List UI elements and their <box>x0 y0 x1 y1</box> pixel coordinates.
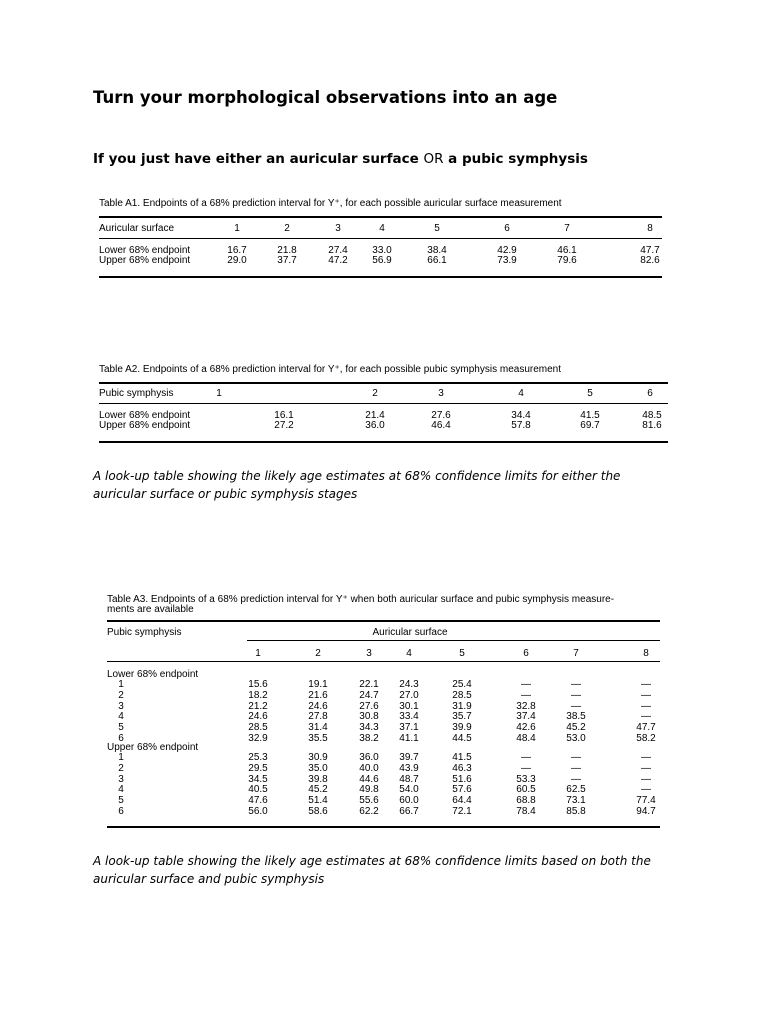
table-a3-lower-value: — <box>571 700 581 712</box>
table-a3-lower-value: 21.2 <box>248 700 268 712</box>
table-a3-header-rule <box>107 661 660 662</box>
table-a3-row-label: 6 <box>118 806 124 817</box>
table-a3-lower-value: 35.5 <box>308 733 328 744</box>
table-a2-lower-value: 16.1 <box>274 410 294 421</box>
table-a3-upper-value: 56.0 <box>248 806 268 817</box>
table-a3-row-label: 2 <box>118 762 124 774</box>
table-a3-upper-value: 55.6 <box>359 795 379 807</box>
table-a3-column-header: 3 <box>366 648 372 659</box>
table-a1-upper-value: 56.9 <box>372 255 392 266</box>
table-a3-group-header: Auricular surface <box>372 627 448 638</box>
caption-both: A look-up table showing the likely age estimates at 68% confidence limits based on both the auricular surface and pubic symphysis <box>93 854 651 886</box>
table-a3-upper-value: 47.6 <box>248 795 268 807</box>
table-a3-lower-value: 39.9 <box>452 722 472 734</box>
table-a3-row-label: 5 <box>118 795 124 807</box>
table-a2-header-rule <box>99 403 668 404</box>
subheading-part2: a pubic symphysis <box>443 151 588 167</box>
table-a3-upper-label: Upper 68% endpoint <box>107 742 199 753</box>
table-a3-upper-value: 53.3 <box>516 773 536 785</box>
table-a3-lower-value: 41.1 <box>399 733 419 744</box>
table-a3-lower-value: — <box>521 679 531 690</box>
table-a3-lower-value: 27.8 <box>308 711 328 723</box>
table-a3-upper-value: 25.3 <box>248 752 268 763</box>
table-a3-upper-value: 62.5 <box>566 784 586 796</box>
table-a1-upper-value: 47.2 <box>328 255 348 266</box>
table-a3-lower-value: 44.5 <box>452 733 472 744</box>
table-a2-lower-value: 41.5 <box>580 410 600 421</box>
table-a1-lower-value: 27.4 <box>328 245 348 256</box>
table-a3-upper-value: 94.7 <box>636 806 656 817</box>
table-a1-upper-value: 66.1 <box>427 255 447 266</box>
table-a3-group-rule <box>247 640 660 641</box>
table-a1-top-rule <box>99 216 662 218</box>
table-a1-column-header: 5 <box>434 223 440 234</box>
table-a3-upper-value: — <box>641 773 651 785</box>
caption-either: A look-up table showing the likely age estimates at 68% confidence limits for either the auricular surface or pubic symphysis stages <box>93 469 621 501</box>
table-a3-column-header: 2 <box>315 648 321 659</box>
table-a2-top-rule <box>99 382 668 384</box>
table-a3-lower-value: 38.5 <box>566 711 586 723</box>
table-a3-lower-value: 24.7 <box>359 689 379 701</box>
table-a3-upper-value: 46.3 <box>452 762 472 774</box>
table-a2-caption: Table A2. Endpoints of a 68% prediction interval for Y⁺, for each possible pubic symphysis measurement <box>99 364 562 375</box>
table-a3-upper-value: 62.2 <box>359 806 379 817</box>
table-a3-upper-value: 54.0 <box>399 784 419 796</box>
table-a1 <box>99 199 662 279</box>
table-a3-row-label: 4 <box>118 784 124 796</box>
table-a3-lower-value: 21.6 <box>308 689 328 701</box>
table-a1-column-header: 8 <box>647 223 653 234</box>
table-a1-column-header: 1 <box>234 223 240 234</box>
table-a3-row-label: 1 <box>118 679 124 690</box>
table-a2-column-header: 6 <box>647 388 653 399</box>
table-a2 <box>99 365 668 445</box>
table-a1-upper-label: Upper 68% endpoint <box>99 255 191 266</box>
table-a3-lower-value: 31.9 <box>452 700 472 712</box>
table-a2-lower-value: 21.4 <box>365 410 385 421</box>
table-a3-lower-value: 18.2 <box>248 689 268 701</box>
table-a3-upper-value: 34.5 <box>248 773 268 785</box>
table-a2-row-header: Pubic symphysis <box>99 388 174 399</box>
table-a2-upper-value: 36.0 <box>365 420 385 431</box>
table-a3-lower-value: — <box>571 679 581 690</box>
table-a3 <box>107 595 660 835</box>
table-a3-lower-label: Lower 68% endpoint <box>107 669 199 680</box>
section-subheading <box>93 151 588 167</box>
table-a3-upper-value: 68.8 <box>516 795 536 807</box>
table-a3-upper-value: — <box>571 773 581 785</box>
table-a3-upper-value: 60.0 <box>399 795 419 807</box>
table-a2-lower-label: Lower 68% endpoint <box>99 410 191 421</box>
table-a3-lower-value: 32.9 <box>248 733 268 744</box>
table-a3-row-label: 3 <box>118 773 124 785</box>
subheading-part1: If you just have either an auricular surface <box>93 151 424 167</box>
table-a3-lower-value: 38.2 <box>359 733 379 744</box>
table-a1-row-header: Auricular surface <box>99 223 175 234</box>
table-a3-lower-value: 47.7 <box>636 722 656 734</box>
table-a3-upper-value: — <box>521 762 531 774</box>
page-heading: Turn your morphological observations into an age <box>93 88 558 107</box>
table-a1-lower-value: 42.9 <box>497 245 517 256</box>
table-a3-upper-value: 39.8 <box>308 773 328 785</box>
table-a1-header-rule <box>99 238 662 239</box>
table-a3-upper-value: 44.6 <box>359 773 379 785</box>
table-a3-lower-value: — <box>641 689 651 701</box>
table-a2-upper-label: Upper 68% endpoint <box>99 420 191 431</box>
table-a3-lower-value: 31.4 <box>308 722 328 734</box>
table-a3-upper-value: 29.5 <box>248 762 268 774</box>
table-a2-lower-value: 27.6 <box>431 410 451 421</box>
table-a3-row-label: 6 <box>118 733 124 744</box>
table-a3-upper-value: 30.9 <box>308 752 328 763</box>
table-a3-lower-value: 35.7 <box>452 711 472 723</box>
table-a2-bottom-rule <box>99 441 668 443</box>
table-a2-lower-value: 34.4 <box>511 410 531 421</box>
table-a3-row-label: 3 <box>118 700 124 712</box>
table-a1-upper-value: 29.0 <box>227 255 247 266</box>
table-a3-column-header: 8 <box>643 648 649 659</box>
table-a3-lower-value: — <box>641 700 651 712</box>
table-a3-upper-value: 48.7 <box>399 773 419 785</box>
table-a3-upper-value: — <box>641 752 651 763</box>
table-a2-upper-value: 46.4 <box>431 420 451 431</box>
table-a3-caption-line2: ments are available <box>107 604 194 615</box>
table-a3-upper-value: — <box>641 784 651 796</box>
table-a3-lower-value: — <box>571 689 581 701</box>
table-a3-upper-value: 51.6 <box>452 773 472 785</box>
table-a3-row-label: 4 <box>118 711 124 723</box>
table-a3-lower-value: 45.2 <box>566 722 586 734</box>
table-a1-lower-value: 47.7 <box>640 245 660 256</box>
table-a3-lower-value: 28.5 <box>248 722 268 734</box>
table-a3-upper-value: 58.6 <box>308 806 328 817</box>
table-a3-lower-value: 32.8 <box>516 700 536 712</box>
table-a3-upper-value: 40.5 <box>248 784 268 796</box>
table-a3-lower-value: — <box>641 679 651 690</box>
table-a3-lower-value: 28.5 <box>452 689 472 701</box>
table-a3-lower-value: 30.8 <box>359 711 379 723</box>
table-a1-upper-value: 82.6 <box>640 255 660 266</box>
table-a3-column-header: 4 <box>406 648 412 659</box>
table-a1-column-header: 2 <box>284 223 290 234</box>
table-a3-column-header: 1 <box>255 648 261 659</box>
table-a3-lower-value: 24.3 <box>399 679 419 690</box>
table-a3-upper-value: 66.7 <box>399 806 419 817</box>
table-a3-lower-value: 33.4 <box>399 711 419 723</box>
table-a1-lower-value: 33.0 <box>372 245 392 256</box>
table-a2-column-header: 3 <box>438 388 444 399</box>
table-a1-upper-value: 79.6 <box>557 255 577 266</box>
table-a1-upper-value: 73.9 <box>497 255 517 266</box>
table-a3-upper-value: 40.0 <box>359 762 379 774</box>
table-a3-upper-value: 41.5 <box>452 752 472 763</box>
table-a1-column-header: 7 <box>564 223 570 234</box>
table-a3-upper-value: 49.8 <box>359 784 379 796</box>
table-a3-row-label: 1 <box>118 752 124 763</box>
table-a3-lower-value: 15.6 <box>248 679 268 690</box>
table-a3-row-label: 2 <box>118 689 124 701</box>
table-a3-upper-value: 51.4 <box>308 795 328 807</box>
table-a3-upper-value: 35.0 <box>308 762 328 774</box>
table-a3-lower-value: 30.1 <box>399 700 419 712</box>
table-a1-lower-value: 21.8 <box>277 245 297 256</box>
table-a3-upper-value: 39.7 <box>399 752 419 763</box>
table-a3-column-header: 6 <box>523 648 529 659</box>
subheading-or: OR <box>423 151 444 167</box>
table-a1-caption: Table A1. Endpoints of a 68% prediction interval for Y⁺, for each possible auricular surface measurement <box>99 198 562 209</box>
table-a3-lower-value: 58.2 <box>636 733 656 744</box>
table-a2-lower-value: 48.5 <box>642 410 662 421</box>
table-a3-upper-value: 60.5 <box>516 784 536 796</box>
table-a3-upper-value: 43.9 <box>399 762 419 774</box>
table-a3-upper-value: 57.6 <box>452 784 472 796</box>
table-a3-lower-value: 34.3 <box>359 722 379 734</box>
table-a2-upper-value: 57.8 <box>511 420 531 431</box>
table-a3-upper-value: — <box>571 752 581 763</box>
table-a1-lower-value: 46.1 <box>557 245 577 256</box>
table-a3-top-rule <box>107 620 660 622</box>
table-a3-lower-value: 42.6 <box>516 722 536 734</box>
table-a3-upper-value: 73.1 <box>566 795 586 807</box>
table-a3-column-header: 7 <box>573 648 579 659</box>
table-a2-column-header: 2 <box>372 388 378 399</box>
table-a3-lower-value: 37.1 <box>399 722 419 734</box>
table-a1-bottom-rule <box>99 276 662 278</box>
table-a1-lower-value: 16.7 <box>227 245 247 256</box>
table-a2-column-header: 4 <box>518 388 524 399</box>
table-a3-upper-value: — <box>571 762 581 774</box>
table-a1-column-header: 6 <box>504 223 510 234</box>
table-a3-lower-value: 27.6 <box>359 700 379 712</box>
table-a3-upper-value: 78.4 <box>516 806 536 817</box>
table-a3-upper-value: — <box>641 762 651 774</box>
table-a3-lower-value: 27.0 <box>399 689 419 701</box>
table-a3-row-header: Pubic symphysis <box>107 627 182 638</box>
table-a3-lower-value: — <box>641 711 651 723</box>
table-a3-upper-value: 64.4 <box>452 795 472 807</box>
table-a3-lower-value: 24.6 <box>308 700 328 712</box>
table-a2-upper-value: 27.2 <box>274 420 294 431</box>
table-a3-upper-value: 72.1 <box>452 806 472 817</box>
table-a3-lower-value: 48.4 <box>516 733 536 744</box>
table-a1-lower-label: Lower 68% endpoint <box>99 245 191 256</box>
table-a1-upper-value: 37.7 <box>277 255 297 266</box>
table-a3-row-label: 5 <box>118 722 124 734</box>
table-a3-upper-value: 36.0 <box>359 752 379 763</box>
table-a3-column-header: 5 <box>459 648 465 659</box>
table-a3-lower-value: 53.0 <box>566 733 586 744</box>
table-a2-upper-value: 69.7 <box>580 420 600 431</box>
table-a3-bottom-rule <box>107 826 660 828</box>
table-a3-lower-value: 24.6 <box>248 711 268 723</box>
table-a3-lower-value: 22.1 <box>359 679 379 690</box>
table-a2-column-header: 1 <box>216 388 222 399</box>
table-a1-column-header: 4 <box>379 223 385 234</box>
table-a3-upper-value: 45.2 <box>308 784 328 796</box>
table-a1-lower-value: 38.4 <box>427 245 447 256</box>
table-a3-lower-value: 25.4 <box>452 679 472 690</box>
table-a3-upper-value: — <box>521 752 531 763</box>
table-a3-caption-line1: Table A3. Endpoints of a 68% prediction interval for Y⁺ when both auricular surface and pubic symphysis measure- <box>107 594 615 605</box>
table-a1-column-header: 3 <box>335 223 341 234</box>
table-a2-column-header: 5 <box>587 388 593 399</box>
table-a3-lower-value: 37.4 <box>516 711 536 723</box>
table-a3-upper-value: 85.8 <box>566 806 586 817</box>
table-a3-upper-value: 77.4 <box>636 795 656 807</box>
table-a3-lower-value: 19.1 <box>308 679 328 690</box>
table-a2-upper-value: 81.6 <box>642 420 662 431</box>
table-a3-lower-value: — <box>521 689 531 701</box>
